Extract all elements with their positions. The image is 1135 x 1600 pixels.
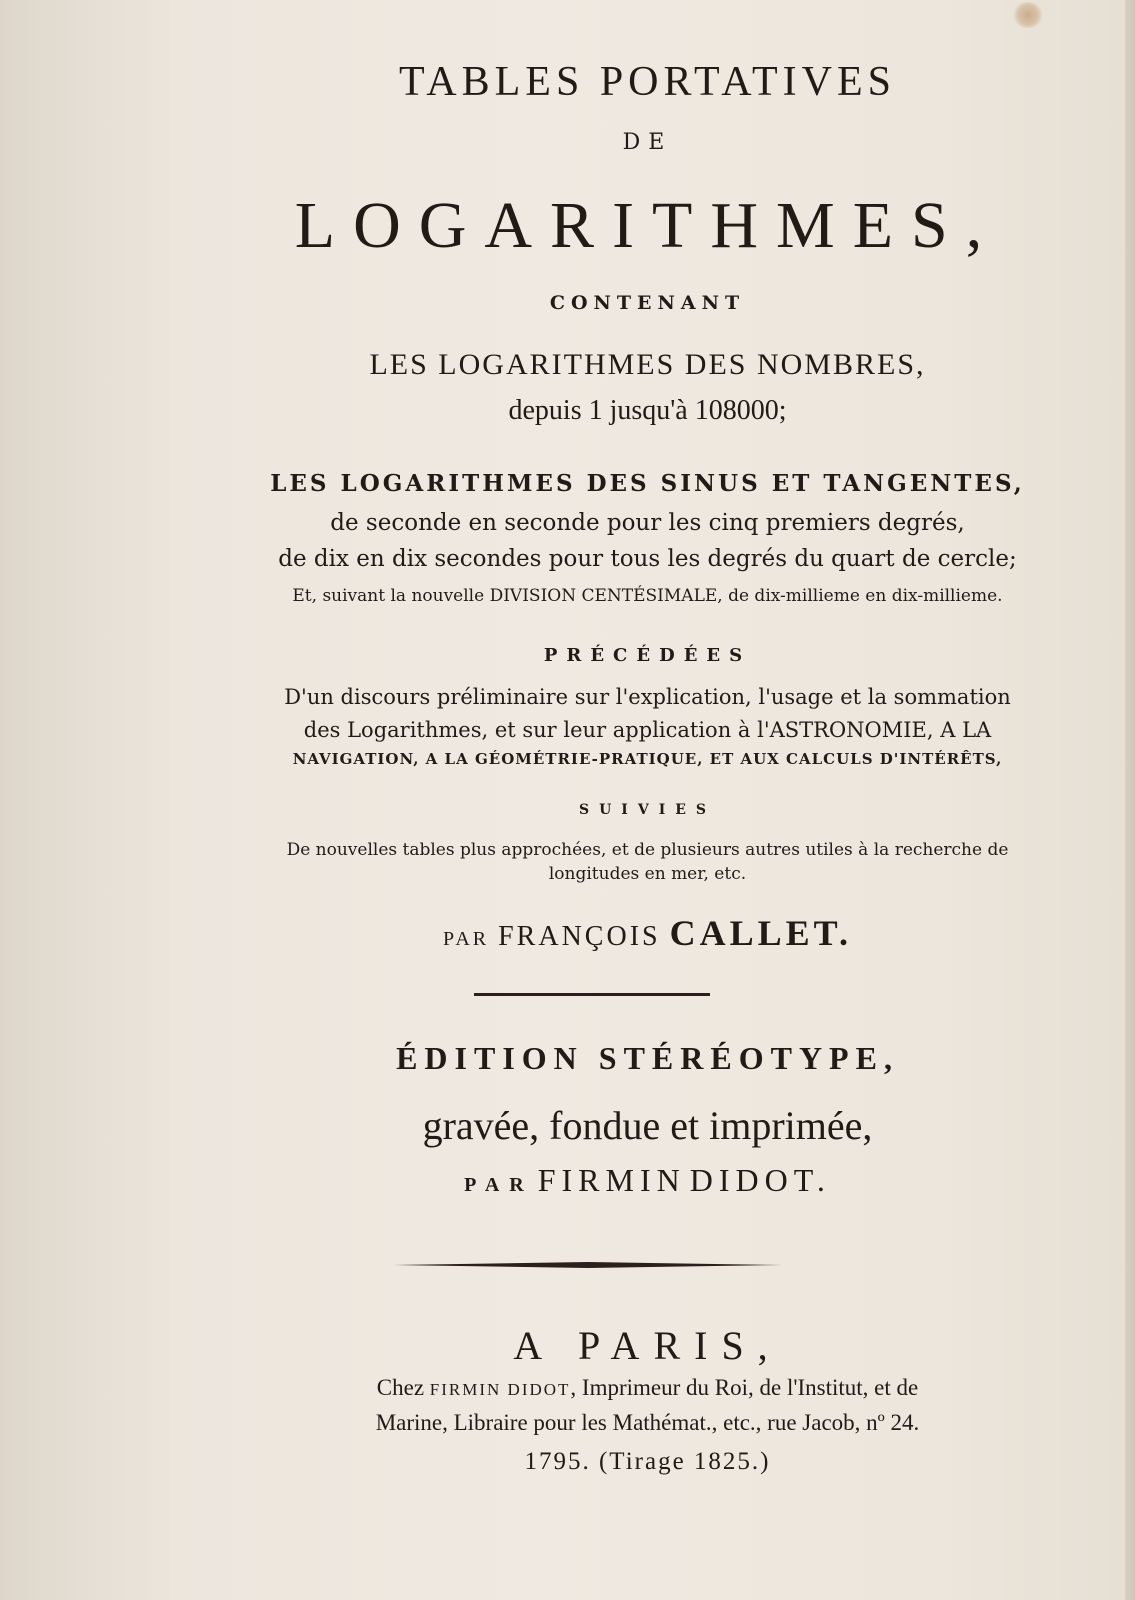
title-line-3: LOGARITHMES, — [294, 189, 1001, 262]
sinus-line-2: de dix en dix secondes pour tous les degrés du quart de cercle; — [278, 546, 1017, 572]
author-line — [170, 912, 1125, 954]
paper-stain — [1013, 2, 1043, 28]
imprint-city: A PARIS, — [513, 1323, 782, 1368]
printer-par: PAR — [464, 1174, 534, 1196]
title-line-1: TABLES PORTATIVES — [399, 59, 896, 105]
contenant-heading: CONTENANT — [549, 292, 746, 314]
suivies-line-2: longitudes en mer, etc. — [548, 864, 747, 884]
page-edge — [1125, 0, 1135, 1600]
printer-line — [170, 1162, 1125, 1199]
edition-heading: ÉDITION STÉRÉOTYPE, — [396, 1040, 899, 1076]
printer-first-name: FIRMIN — [537, 1162, 686, 1198]
sinus-line-1: de seconde en seconde pour les cinq premiers degrés, — [330, 510, 965, 536]
suivies-line-1: De nouvelles tables plus approchées, et de plusieurs autres utiles à la recherche de — [286, 840, 1009, 860]
author-par: PAR — [443, 928, 490, 950]
sinus-line-3: Et, suivant la nouvelle DIVISION CENTÉSIMALE, de dix-millieme en dix-millieme. — [292, 586, 1003, 606]
author-first-name: FRANÇOIS — [498, 921, 661, 952]
nombres-heading: LES LOGARITHMES DES NOMBRES, — [369, 348, 926, 381]
imprint-line-2: Marine, Libraire pour les Mathémat., etc., rue Jacob, nº 24. — [375, 1410, 920, 1435]
imprint-chez: Chez — [376, 1375, 425, 1400]
edition-subtitle: gravée, fondue et imprimée, — [422, 1103, 873, 1148]
precedees-line-2: des Logarithmes, et sur leur application à l'ASTRONOMIE, A LA — [303, 718, 992, 742]
author-last-name: CALLET. — [669, 913, 852, 953]
title-line-2: DE — [622, 130, 673, 155]
imprint-year: 1795. (Tirage 1825.) — [524, 1448, 771, 1475]
divider-rule — [474, 993, 710, 996]
ornamental-rule — [394, 1262, 782, 1268]
imprint-line-1 — [170, 1375, 1125, 1401]
precedees-line-3: NAVIGATION, A LA GÉOMÉTRIE-PRATIQUE, ET AUX CALCULS D'INTÉRÊTS, — [292, 750, 1003, 768]
precedees-line-1: D'un discours préliminaire sur l'explication, l'usage et la sommation — [284, 685, 1011, 709]
nombres-range: depuis 1 jusqu'à 108000; — [508, 395, 787, 426]
sinus-heading: LES LOGARITHMES DES SINUS ET TANGENTES, — [270, 470, 1025, 497]
book-gutter — [0, 0, 170, 1600]
printer-last-name: DIDOT. — [689, 1162, 831, 1198]
suivies-heading: SUIVIES — [578, 802, 717, 818]
imprint-printer-name: FIRMIN DIDOT — [429, 1380, 571, 1399]
imprint-line-1-rest: , Imprimeur du Roi, de l'Institut, et de — [570, 1375, 919, 1400]
precedees-heading: PRÉCÉDÉES — [543, 645, 752, 666]
